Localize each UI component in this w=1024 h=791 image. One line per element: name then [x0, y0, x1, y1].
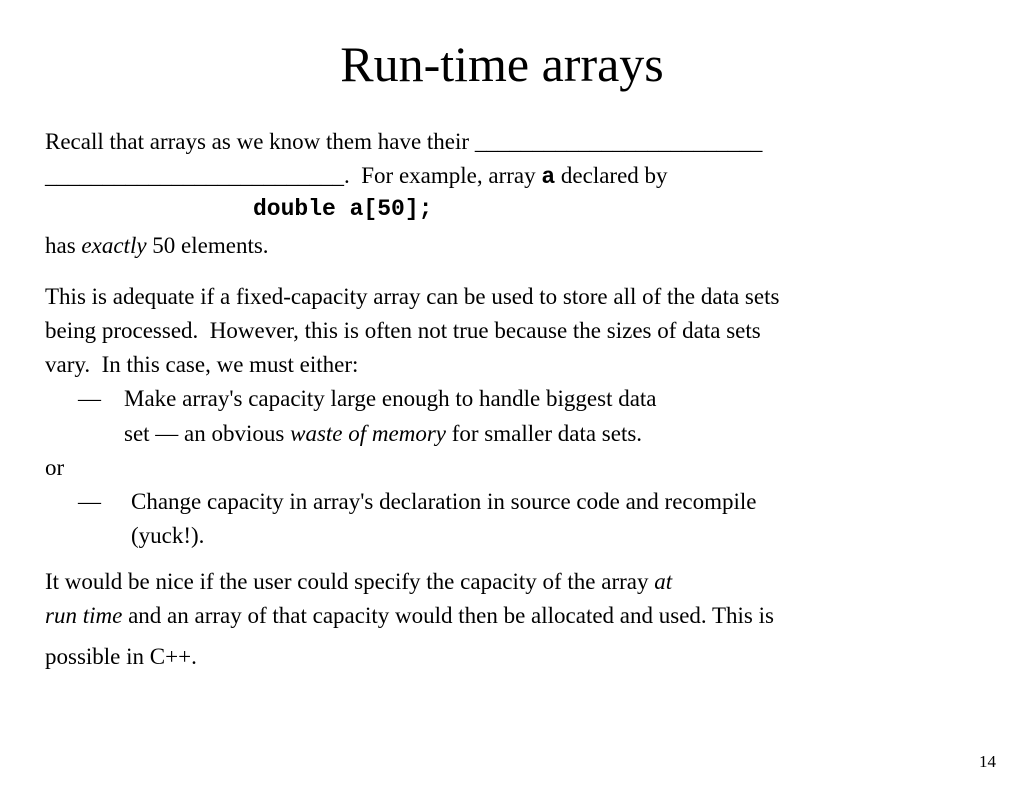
page-number: 14 — [979, 752, 996, 771]
slide-title: Run-time arrays — [340, 36, 664, 92]
text-line: Recall that arrays as we know them have their _________________________ — [45, 129, 763, 154]
text-span: 50 elements. — [146, 233, 269, 258]
bullet-line: Make array's capacity large enough to handle biggest data — [124, 386, 657, 411]
text-line: being processed. However, this is often not true because the sizes of data sets — [45, 318, 761, 343]
emphasis: at — [654, 569, 673, 594]
emphasis: waste of memory — [290, 421, 446, 446]
text-line — [45, 232, 269, 260]
text-span: has — [45, 233, 82, 258]
text-span: and an array of that capacity would then be allocated and used. This is — [122, 603, 774, 628]
text-line — [45, 162, 668, 192]
text-line — [45, 568, 672, 596]
bullet-line — [124, 420, 642, 448]
emphasis: run time — [45, 603, 123, 628]
text-span: set — an obvious — [124, 421, 291, 446]
bullet-line: (yuck!). — [131, 523, 205, 548]
text-line: possible in C++. — [45, 644, 197, 669]
bullet-dash: — — [78, 489, 101, 514]
emphasis: exactly — [81, 233, 147, 258]
bullet-dash: — — [78, 386, 101, 411]
text-span: declared by — [555, 163, 668, 188]
text-line: or — [45, 455, 65, 480]
text-line: vary. In this case, we must either: — [45, 352, 359, 377]
code-line: double a[50]; — [253, 196, 433, 222]
inline-code: a — [541, 164, 556, 190]
text-span: It would be nice if the user could specify the capacity of the array — [45, 569, 655, 594]
text-line: This is adequate if a fixed-capacity array can be used to store all of the data sets — [45, 284, 780, 309]
text-span: __________________________. For example, array — [45, 163, 542, 188]
bullet-line: Change capacity in array's declaration in source code and recompile — [131, 489, 757, 514]
text-line — [45, 602, 774, 630]
text-span: for smaller data sets. — [445, 421, 643, 446]
